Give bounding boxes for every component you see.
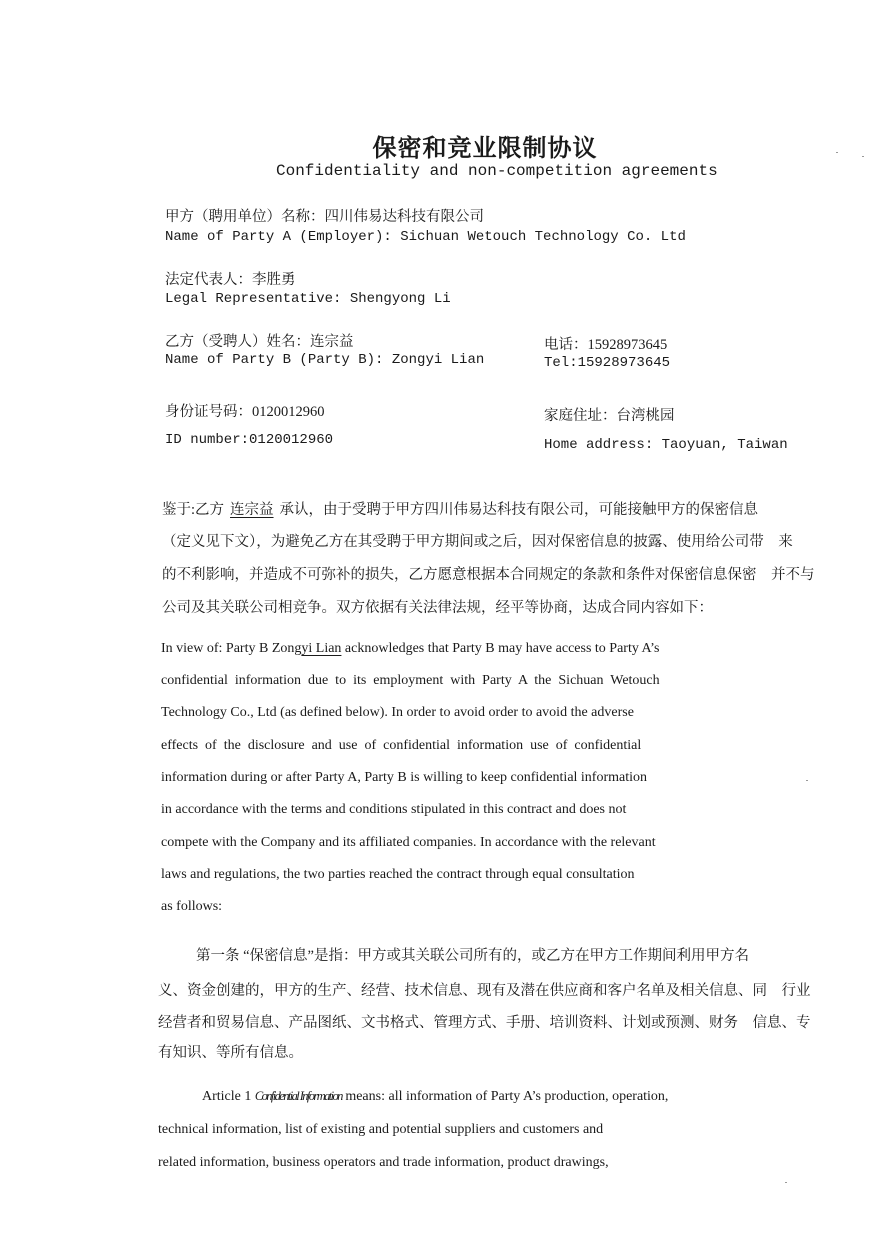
party-b-cn: 乙方（受聘人）姓名：连宗益 bbox=[165, 334, 354, 350]
recital-en-line-5: information during or after Party A, Party B is willing to keep confidential information bbox=[161, 770, 648, 785]
article-1-en-line-1-rest: means: all information of Party A’s production, operation, bbox=[341, 1089, 669, 1104]
recital-en-line-9: as follows: bbox=[161, 899, 223, 914]
legal-rep-en: Legal Representative: Shengyong Li bbox=[165, 291, 451, 307]
recital-cn-line-1 bbox=[162, 498, 758, 519]
article-1-cn-line-2: 义、资金创建的，甲方的生产、经营、技术信息、现有及潜在供应商和客户名单及相关信息、同 行业 bbox=[158, 983, 811, 999]
recital-en-line-6: in accordance with the terms and conditions stipulated in this contract and does not bbox=[161, 802, 627, 817]
article-1-en-line-1 bbox=[202, 1089, 668, 1105]
party-b-name-underlined: 连宗益 bbox=[230, 502, 274, 518]
recital-en-line-7: compete with the Company and its affiliated companies. In accordance with the relevant bbox=[161, 835, 656, 850]
party-a-cn: 甲方（聘用单位）名称：四川伟易达科技有限公司 bbox=[165, 209, 484, 225]
recital-cn-line-3: 的不利影响，并造成不可弥补的损失，乙方愿意根据本合同规定的条款和条件对保密信息保密 并不与 bbox=[162, 567, 815, 583]
scan-speck bbox=[806, 780, 808, 781]
phone-en: Tel:15928973645 bbox=[544, 355, 671, 371]
recital-cn-line-2: （定义见下文），为避免乙方在其受聘于甲方期间或之后，因对保密信息的披露、使用给公司带 来 bbox=[162, 534, 793, 550]
id-number-cn: 身份证号码：0120012960 bbox=[165, 404, 325, 420]
title-english: Confidentiality and non-competition agreements bbox=[276, 162, 718, 180]
home-address-en: Home address: Taoyuan, Taiwan bbox=[544, 437, 788, 453]
article-1-cn-line-1: 第一条 “保密信息”是指：甲方或其关联公司所有的，或乙方在甲方工作期间利用甲方名 bbox=[196, 948, 749, 964]
scan-speck bbox=[785, 1182, 787, 1183]
recital-en-line-8: laws and regulations, the two parties reached the contract through equal consultation bbox=[161, 867, 635, 882]
article-1-en-term: Confidential Information bbox=[254, 1089, 342, 1103]
article-1-en-label: Article 1 bbox=[202, 1089, 255, 1104]
legal-rep-cn: 法定代表人：李胜勇 bbox=[165, 272, 296, 288]
recital-en-line-1 bbox=[161, 641, 659, 657]
party-b-en: Name of Party B (Party B): Zongyi Lian bbox=[165, 352, 485, 368]
scan-speck bbox=[836, 152, 838, 153]
recital-en-line-2: confidential information due to its employment with Party A the Sichuan Wetouch bbox=[161, 673, 660, 688]
recital-cn-line-1-rest: 承认，由于受聘于甲方四川伟易达科技有限公司，可能接触甲方的保密信息 bbox=[279, 502, 759, 518]
recital-en-line-1-b: acknowledges that Party B may have access to Party A’s bbox=[341, 641, 660, 656]
article-1-en-line-3: related information, business operators and trade information, product drawings, bbox=[158, 1155, 609, 1170]
phone-cn: 电话：15928973645 bbox=[544, 337, 668, 353]
party-a-en: Name of Party A (Employer): Sichuan Wetouch Technology Co. Ltd bbox=[165, 229, 686, 245]
recital-cn-line-4: 公司及其关联公司相竞争。双方依据有关法律法规，经平等协商，达成合同内容如下： bbox=[162, 600, 713, 616]
article-1-cn-line-4: 有知识、等所有信息。 bbox=[158, 1045, 303, 1061]
article-1-cn-line-3: 经营者和贸易信息、产品图纸、文书格式、管理方式、手册、培训资料、计划或预测、财务 信息、专 bbox=[158, 1015, 811, 1031]
scan-speck bbox=[862, 156, 864, 157]
recital-cn-prefix: 鉴于:乙方 bbox=[162, 502, 225, 518]
recital-en-line-1-a: In view of: Party B Zong bbox=[161, 641, 302, 656]
recital-en-name-underlined: yi Lian bbox=[301, 641, 342, 656]
recital-en-line-4: effects of the disclosure and use of confidential information use of confidential bbox=[161, 738, 642, 753]
article-1-en-line-2: technical information, list of existing and potential suppliers and customers and bbox=[158, 1122, 604, 1137]
home-address-cn: 家庭住址：台湾桃园 bbox=[544, 408, 675, 424]
recital-en-line-3: Technology Co., Ltd (as defined below). In order to avoid order to avoid the adverse bbox=[161, 705, 634, 720]
id-number-en: ID number:0120012960 bbox=[165, 432, 334, 448]
title-chinese: 保密和竞业限制协议 bbox=[372, 136, 598, 162]
